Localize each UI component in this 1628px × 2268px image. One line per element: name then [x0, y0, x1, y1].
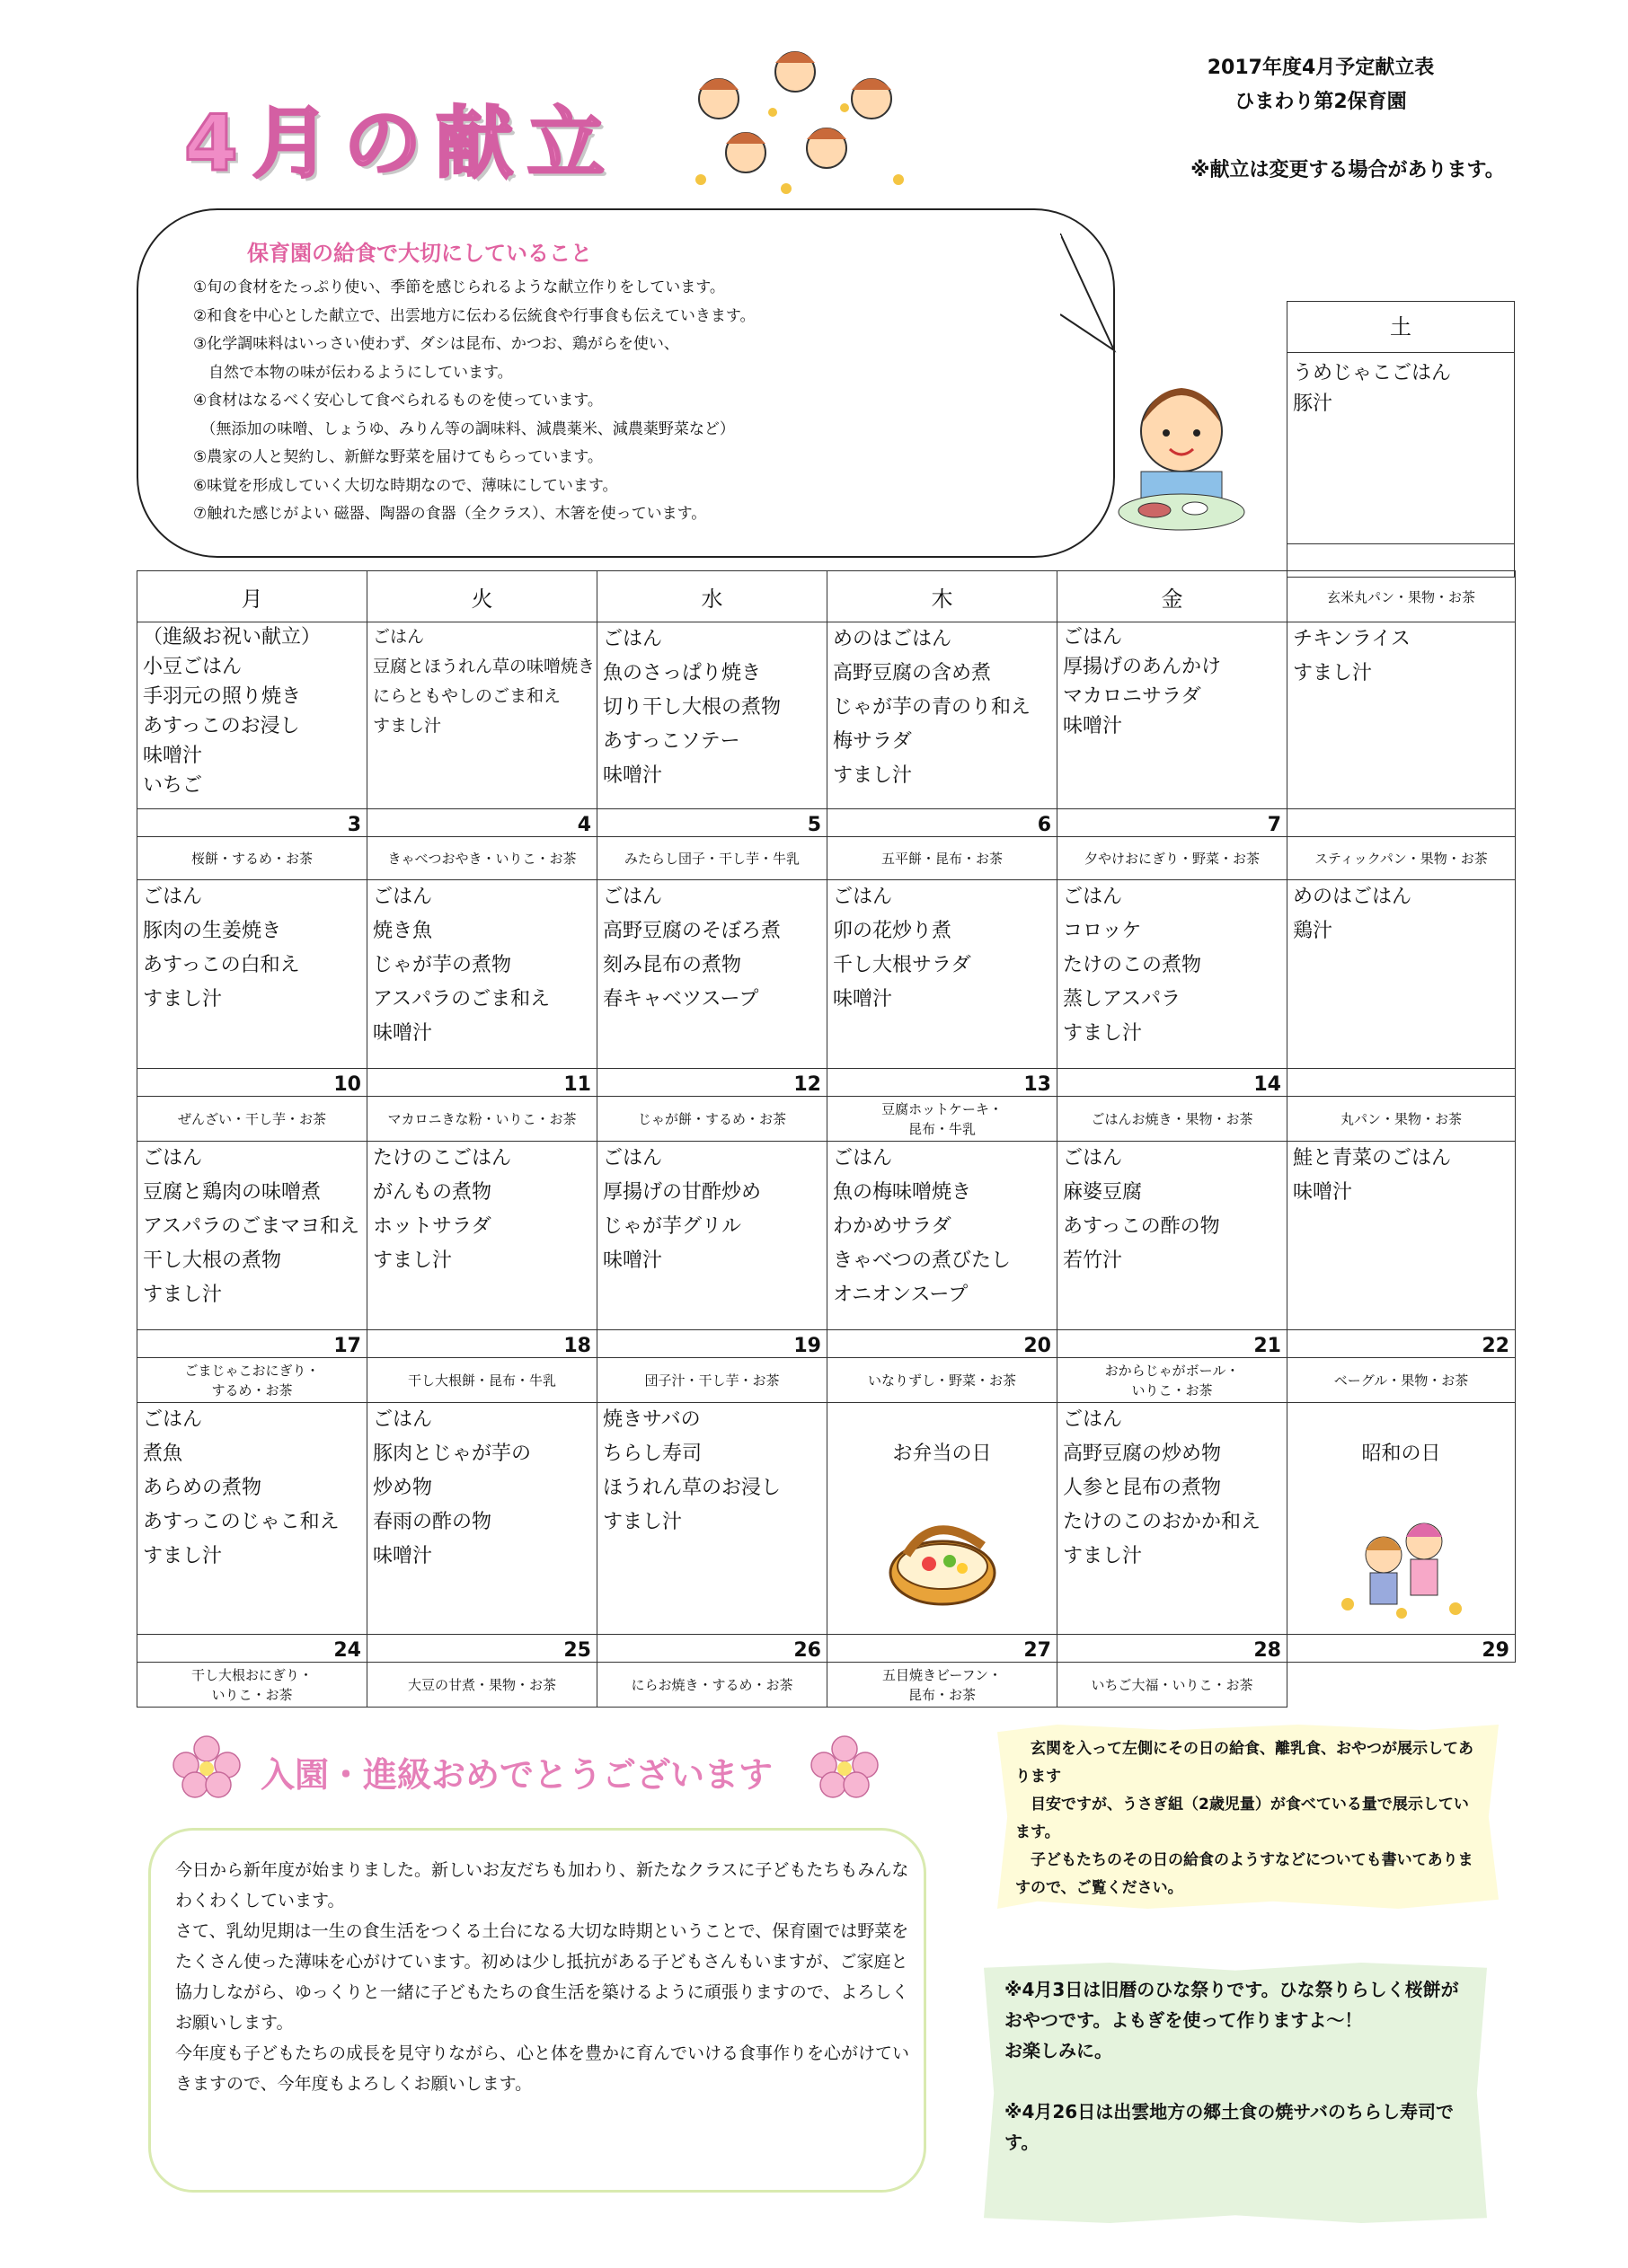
day-header-wed: 水 [597, 571, 827, 622]
snack-cell: ごまじゃこおにぎり・ するめ・お茶 [137, 1358, 367, 1403]
children-flowers-icon [1330, 1505, 1473, 1622]
menu-cell: ごはん 豚肉の生姜焼き あすっこの白和え すまし汁 [137, 880, 367, 1069]
snack-cell-empty [1287, 1663, 1516, 1708]
menu-cell: 鮭と青菜のごはん 味噌汁 [1287, 1142, 1516, 1330]
date-cell: 12 [597, 1069, 827, 1097]
date-cell: 27 [827, 1635, 1057, 1663]
display-note-paragraph: 目安ですが、うさぎ組（2歳児量）が食べている量で展示しています。 [1015, 1796, 1469, 1841]
menu-cell: ごはん 豆腐と鶏肉の味噌煮 アスパラのごまマヨ和え 干し大根の煮物 すまし汁 [137, 1142, 367, 1330]
menu-cell: ごはん 卯の花炒り煮 千し大根サラダ 味噌汁 [827, 880, 1057, 1069]
bubble-tail [1060, 216, 1123, 359]
header-notice: ※献立は変更する場合があります。 [1190, 159, 1505, 181]
events-paragraph: ※4月26日は出雲地方の郷土食の焼サバのちらし寿司です。 [1004, 2101, 1454, 2153]
page-title: 4月の献立 [184, 99, 619, 189]
menu-cell: めのはごはん 高野豆腐の含め煮 じゃが芋の青のり和え 梅サラダ すまし汁 [827, 622, 1057, 809]
header-nursery: ひまわり第2保育園 [1234, 91, 1407, 113]
date-cell [1287, 809, 1516, 837]
date-cell: 18 [367, 1330, 597, 1358]
snack-cell: スティックパン・果物・お茶 [1287, 837, 1516, 880]
date-cell: 7 [1057, 809, 1287, 837]
day-header-fri: 金 [1057, 571, 1287, 622]
day-header-tue: 火 [367, 571, 597, 622]
date-cell [1287, 1069, 1516, 1097]
date-row [137, 1069, 1516, 1097]
date-cell: 26 [597, 1635, 827, 1663]
first-saturday-column [1287, 301, 1515, 578]
menu-cell-holiday [1287, 1403, 1516, 1635]
bento-box-icon [880, 1505, 1005, 1613]
day-header-mon: 月 [137, 571, 367, 622]
bento-day-label: お弁当の日 [892, 1443, 992, 1465]
date-cell: 21 [1057, 1330, 1287, 1358]
menu-row [137, 622, 1516, 809]
display-note-text [1015, 1735, 1482, 1902]
menu-cell: ごはん 高野豆腐の炒め物 人参と昆布の煮物 たけのこのおかか和え すまし汁 [1057, 1403, 1287, 1635]
date-cell: 24 [137, 1635, 367, 1663]
menu-cell: たけのこごはん がんもの煮物 ホットサラダ すまし汁 [367, 1142, 597, 1330]
date-cell: 29 [1287, 1635, 1516, 1663]
snack-cell: 五目焼きビーフン・ 昆布・お茶 [827, 1663, 1057, 1708]
events-paragraph: ※4月3日は旧暦のひな祭りです。ひな祭りらしく桜餅がおやつです。よもぎを使って作りますよ～！ [1004, 1979, 1459, 2031]
events-note-text [1004, 1974, 1472, 2158]
menu-cell: （進級お祝い献立） 小豆ごはん 手羽元の照り焼き あすっこのお浸し 味噌汁 いちご [137, 622, 367, 809]
greeting-paragraph: 今日から新年度が始まりました。新しいお友だちも加わり、新たなクラスに子どもたちもみんなわくわくしています。 [175, 1860, 909, 1911]
date-cell: 11 [367, 1069, 597, 1097]
sakura-icon-right [804, 1729, 885, 1801]
menu-cell: チキンライス すまし汁 [1287, 622, 1516, 809]
date-cell: 20 [827, 1330, 1057, 1358]
snack-cell: 大豆の甘煮・果物・お茶 [367, 1663, 597, 1708]
snack-cell: じゃが餅・するめ・お茶 [597, 1097, 827, 1142]
menu-row [137, 1403, 1516, 1635]
date-cell: 25 [367, 1635, 597, 1663]
date-cell: 3 [137, 809, 367, 837]
holiday-label: 昭和の日 [1361, 1443, 1441, 1465]
snack-cell: 干し大根おにぎり・ いりこ・お茶 [137, 1663, 367, 1708]
snack-cell: 五平餅・昆布・お茶 [827, 837, 1057, 880]
snack-cell: 玄米丸パン・果物・お茶 [1287, 571, 1516, 622]
day-header-row [137, 571, 1516, 622]
date-row [137, 809, 1516, 837]
snack-cell: ごはんお焼き・果物・お茶 [1057, 1097, 1287, 1142]
snack-cell: いちご大福・いりこ・お茶 [1057, 1663, 1287, 1708]
snack-cell: 丸パン・果物・お茶 [1287, 1097, 1516, 1142]
date-cell: 10 [137, 1069, 367, 1097]
sakura-icon-left [166, 1729, 247, 1801]
greeting-text [175, 1855, 912, 2099]
display-note-paragraph: 玄関を入って左側にその日の給食、離乳食、おやつが展示してあります [1015, 1740, 1473, 1786]
date-cell: 14 [1057, 1069, 1287, 1097]
policy-title: 保育園の給食で大切にしていること [247, 241, 592, 266]
snack-row [137, 837, 1516, 880]
menu-cell: ごはん 厚揚げのあんかけ マカロニサラダ 味噌汁 [1057, 622, 1287, 809]
date-row [137, 1635, 1516, 1663]
children-illustration [683, 45, 916, 198]
date-cell: 4 [367, 809, 597, 837]
snack-cell: ぜんざい・干し芋・お茶 [137, 1097, 367, 1142]
snack-cell: 桜餅・するめ・お茶 [137, 837, 367, 880]
menu-cell: ごはん 豚肉とじゃが芋の 炒め物 春雨の酢の物 味噌汁 [367, 1403, 597, 1635]
date-cell: 19 [597, 1330, 827, 1358]
menu-cell-bento [827, 1403, 1057, 1635]
snack-cell: みたらし団子・干し芋・牛乳 [597, 837, 827, 880]
menu-cell: ごはん 厚揚げの甘酢炒め じゃが芋グリル 味噌汁 [597, 1142, 827, 1330]
day-header-thu: 木 [827, 571, 1057, 622]
policy-list: ①旬の食材をたっぷり使い、季節を感じられるような献立作りをしています。 ②和食を中心とした献立で、出雲地方に伝わる伝統食や行事食も伝えていきます。 ③化学調味料はいっさい使わず、ダシは昆布、かつお、鶏がらを使い、 自然で本物の味が伝わるようにしています。 ④食材はなるべく安心して食べられるものを使っています。 （無添加の味噌、しょうゆ、みりん等の調味料、減農薬米、減農薬野菜など） ⑤農家の人と契約し、新鮮な野菜を届けてもらっています。 ⑥味覚を形成していく大切な時期なので、薄味にしています。 ⑦触れた感じがよい 磁器、陶器の食器（全クラス）、木箸を使っています。 [193, 278, 756, 523]
day-header-saturday: 土 [1287, 302, 1514, 353]
snack-cell: 団子汁・干し芋・お茶 [597, 1358, 827, 1403]
date-row [137, 1330, 1516, 1358]
menu-calendar [137, 570, 1516, 1708]
greeting-paragraph: 今年度も子どもたちの成長を見守りながら、心と体を豊かに育んでいける食事作りを心がけていきますので、今年度もよろしくお願いします。 [175, 2043, 910, 2094]
menu-cell: ごはん 魚のさっぱり焼き 切り干し大根の煮物 あすっこソテー 味噌汁 [597, 622, 827, 809]
snack-cell: マカロニきな粉・いりこ・お茶 [367, 1097, 597, 1142]
snack-cell: にらお焼き・するめ・お茶 [597, 1663, 827, 1708]
snack-cell: いなりずし・野菜・お茶 [827, 1358, 1057, 1403]
snack-row [137, 1358, 1516, 1403]
menu-cell: ごはん 豆腐とほうれん草の味噌焼き にらともやしのごま和え すまし汁 [367, 622, 597, 809]
snack-row [137, 1097, 1516, 1142]
menu-cell: めのはごはん 鶏汁 [1287, 880, 1516, 1069]
menu-cell: 焼きサバの ちらし寿司 ほうれん草のお浸し すまし汁 [597, 1403, 827, 1635]
menu-cell-1: うめじゃこごはん 豚汁 [1287, 353, 1514, 544]
menu-cell: ごはん 高野豆腐のそぼろ煮 刻み昆布の煮物 春キャベツスープ [597, 880, 827, 1069]
date-cell: 17 [137, 1330, 367, 1358]
date-cell: 5 [597, 809, 827, 837]
snack-cell: 干し大根餅・昆布・牛乳 [367, 1358, 597, 1403]
snack-cell: おからじゃがボール・ いりこ・お茶 [1057, 1358, 1287, 1403]
snack-cell: 豆腐ホットケーキ・ 昆布・牛乳 [827, 1097, 1057, 1142]
snack-cell: ベーグル・果物・お茶 [1287, 1358, 1516, 1403]
header-year: 2017年度4月予定献立表 [1207, 57, 1435, 79]
menu-row [137, 880, 1516, 1069]
greeting-paragraph: さて、乳幼児期は一生の食生活をつくる土台になる大切な時期ということで、保育園では野菜をたくさん使った薄味を心がけています。初めは少し抵抗がある子どもさんもいますが、ご家庭と協力しながら、ゆっくりと一緒に子どもたちの食生活を築けるように頑張りますので、よろしくお願いします。 [175, 1921, 909, 2033]
eating-child-illustration [1114, 377, 1249, 534]
menu-cell: ごはん 麻婆豆腐 あすっこの酢の物 若竹汁 [1057, 1142, 1287, 1330]
menu-cell: ごはん コロッケ たけのこの煮物 蒸しアスパラ すまし汁 [1057, 880, 1287, 1069]
date-cell: 13 [827, 1069, 1057, 1097]
date-cell: 22 [1287, 1330, 1516, 1358]
menu-cell: ごはん 焼き魚 じゃが芋の煮物 アスパラのごま和え 味噌汁 [367, 880, 597, 1069]
display-note-paragraph: 子どもたちのその日の給食のようすなどについても書いてありますので、ご覧ください。 [1015, 1851, 1473, 1897]
events-paragraph: お楽しみに。 [1004, 2040, 1112, 2061]
menu-row [137, 1142, 1516, 1330]
date-cell: 28 [1057, 1635, 1287, 1663]
menu-cell: ごはん 煮魚 あらめの煮物 あすっこのじゃこ和え すまし汁 [137, 1403, 367, 1635]
snack-cell: 夕やけおにぎり・野菜・お茶 [1057, 837, 1287, 880]
menu-cell: ごはん 魚の梅味噌焼き わかめサラダ きゃべつの煮びたし オニオンスープ [827, 1142, 1057, 1330]
date-cell: 6 [827, 809, 1057, 837]
greeting-title: 入園・進級おめでとうございます [261, 1755, 774, 1795]
snack-row [137, 1663, 1516, 1708]
snack-cell: きゃべつおやき・いりこ・お茶 [367, 837, 597, 880]
